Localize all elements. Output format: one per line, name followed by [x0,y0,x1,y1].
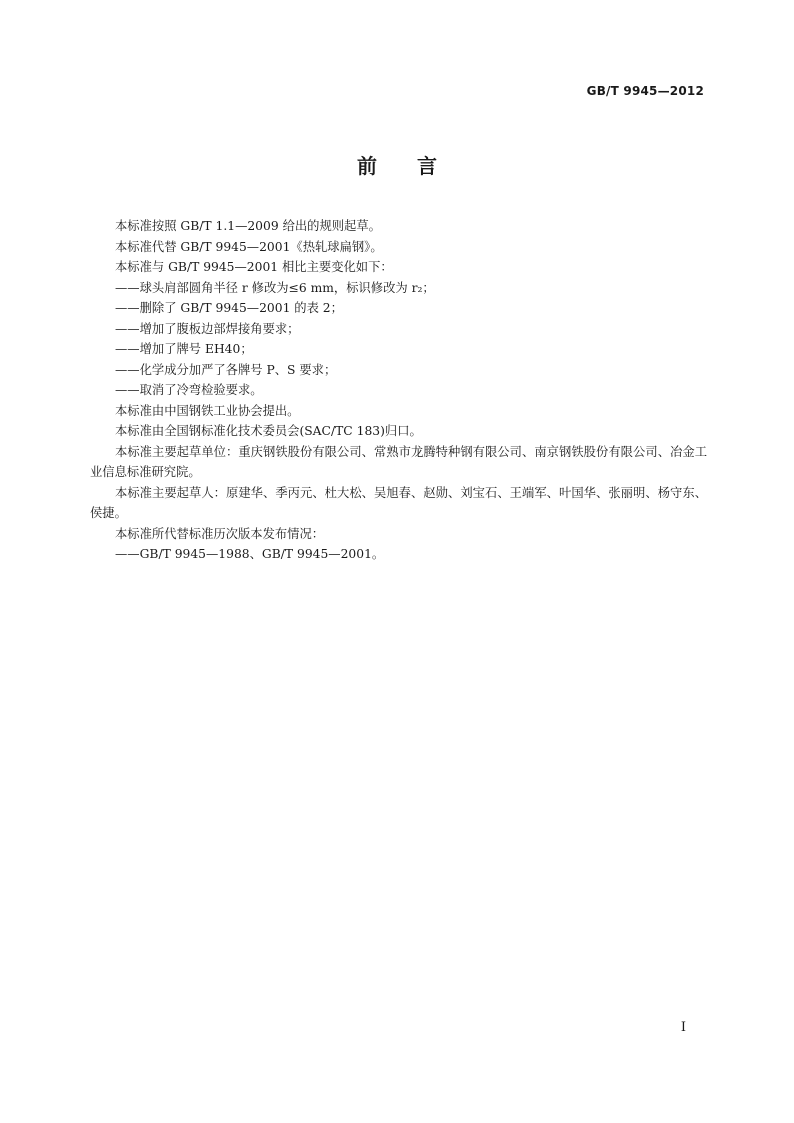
paragraph-changes-intro: 本标准与 GB/T 9945—2001 相比主要变化如下： [115,260,393,274]
list-item-change: ——球头肩部圆角半径 r 修改为≤6 mm，标识修改为 r₂； [115,280,435,295]
paragraph-proposed-by: 本标准由中国钢铁工业协会提出。 [115,403,300,418]
list-item-change: ——取消了冷弯检验要求。 [115,383,263,397]
paragraph-drafting-rules: 本标准按照 GB/T 1.1—2009 给出的规则起草。 [115,219,381,233]
list-item-change: ——删除了 GB/T 9945—2001 的表 2； [115,301,343,315]
list-item-previous-edition: ——GB/T 9945—1988、GB/T 9945—2001。 [115,547,385,561]
foreword-body [90,216,707,565]
paragraph-drafters: 本标准主要起草人：原建华、季丙元、杜大松、吴旭春、赵勋、刘宝石、王端军、叶国华、张丽明、杨守东、侯捷。 [90,485,707,520]
page-number: I [680,1020,686,1035]
list-item-change: ——增加了腹板边部焊接角要求； [115,321,300,336]
list-item-change: ——化学成分加严了各牌号 P、S 要求； [115,362,337,377]
paragraph-centralized-by: 本标准由全国钢标准化技术委员会(SAC/TC 183)归口。 [115,424,422,438]
page-title: 前言 [357,154,477,178]
paragraph-drafting-units: 本标准主要起草单位：重庆钢铁股份有限公司、常熟市龙腾特种钢有限公司、南京钢铁股份有限公司、冶金工业信息标准研究院。 [90,444,707,479]
list-item-change: ——增加了牌号 EH40； [115,342,253,356]
paragraph-previous-editions: 本标准所代替标准历次版本发布情况： [115,526,325,541]
paragraph-replaces: 本标准代替 GB/T 9945—2001《热轧球扁钢》。 [115,239,383,254]
standard-number: GB/T 9945—2012 [586,84,704,98]
